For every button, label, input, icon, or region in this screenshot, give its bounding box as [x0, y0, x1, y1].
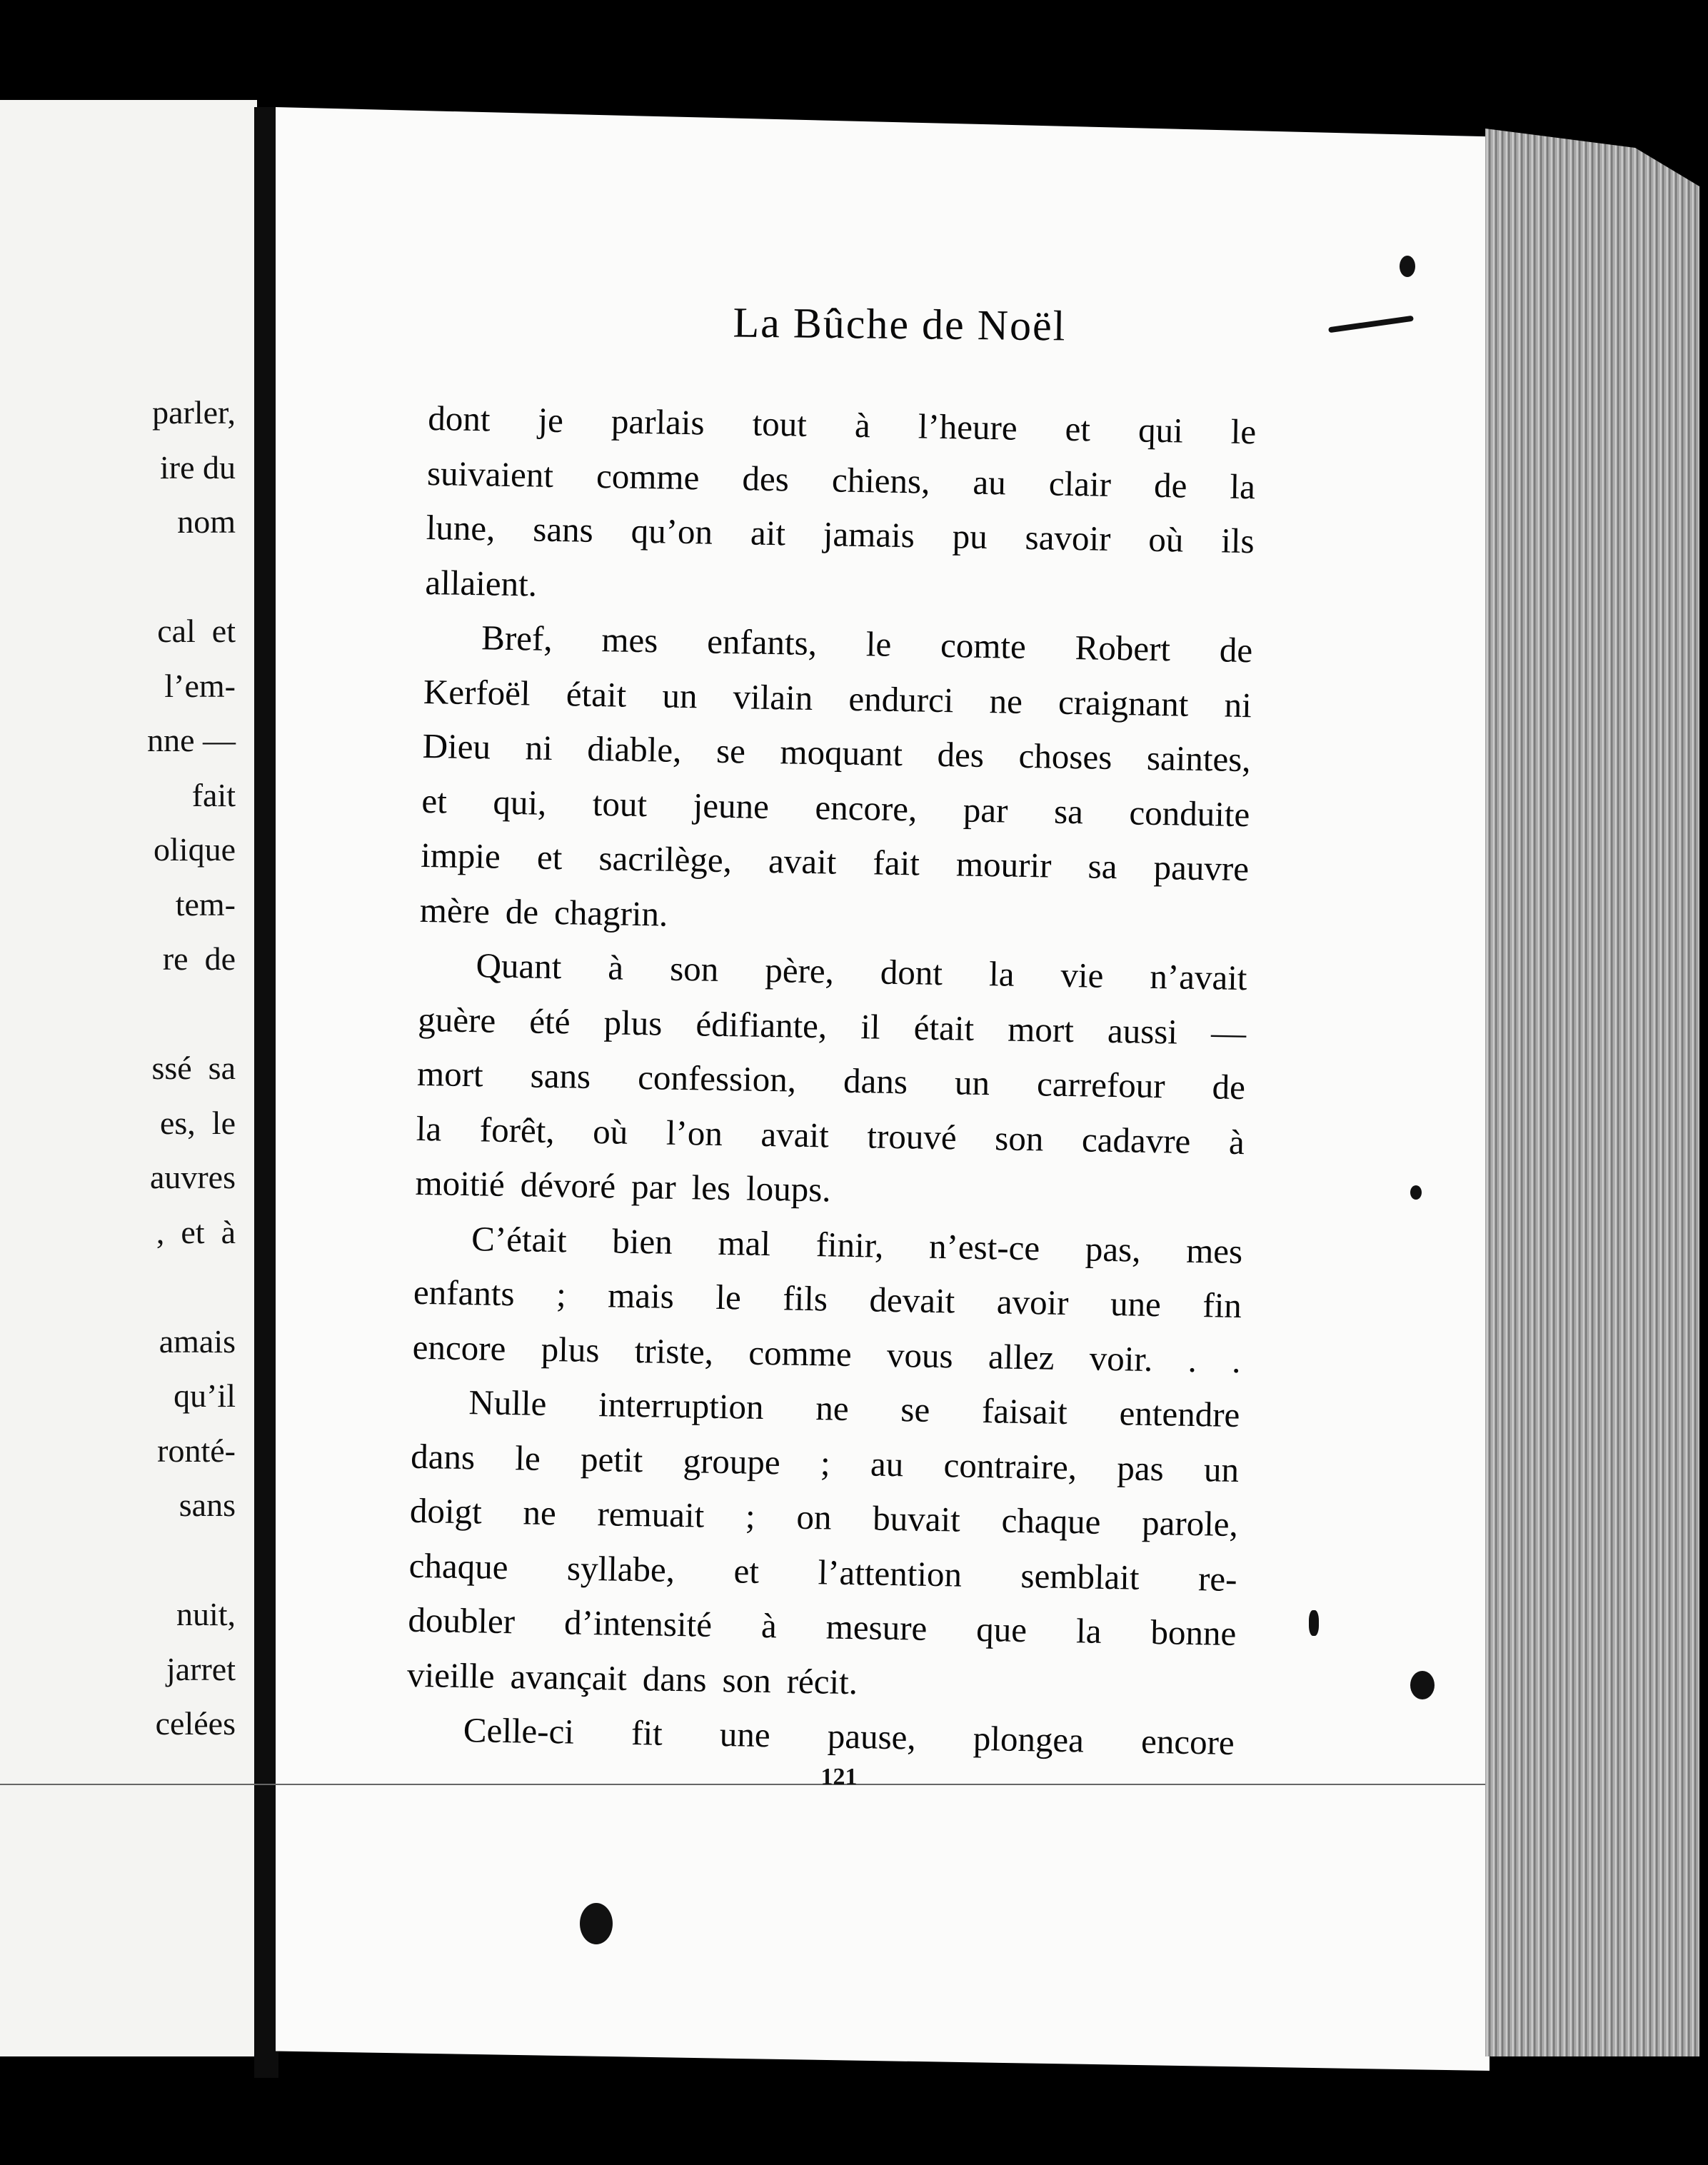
word: mort [416, 1053, 484, 1095]
word: impie [420, 835, 501, 876]
ink-blot [1410, 1185, 1422, 1200]
word: allez [988, 1336, 1055, 1377]
left-page-line: ire du [159, 448, 236, 486]
book-gutter [254, 107, 278, 2078]
left-page-line: nuit, [176, 1596, 236, 1632]
word: dans [642, 1658, 708, 1699]
word: la [1075, 1611, 1102, 1651]
word: de [505, 891, 539, 932]
running-title: La Bûche de Noël [733, 298, 1067, 350]
left-page-line [0, 987, 236, 1042]
word: trouvé [867, 1115, 958, 1157]
left-page-line [0, 1260, 236, 1315]
left-page-text [0, 386, 236, 1752]
word: petit [580, 1439, 643, 1480]
word: mesure [825, 1607, 928, 1648]
word: et [421, 780, 448, 821]
word: fait [873, 843, 920, 883]
word: avait [768, 840, 837, 882]
word: buvait [872, 1498, 961, 1539]
left-page-line: tem- [175, 885, 236, 923]
left-page-line: re de [162, 940, 236, 977]
word: l’heure [918, 406, 1018, 448]
word: dévoré [520, 1165, 616, 1206]
word: bien [611, 1220, 673, 1262]
left-page-line: sans [179, 1487, 236, 1523]
word: à [1228, 1122, 1245, 1162]
word: sacrilège, [598, 838, 733, 880]
word: comme [596, 456, 700, 497]
word: doubler [408, 1599, 516, 1642]
left-page-line: ssé sa [151, 1050, 236, 1086]
left-page-line: auvres [149, 1159, 236, 1195]
word: C’était [471, 1218, 568, 1260]
word: conduite [1129, 792, 1250, 834]
word: parole, [1141, 1502, 1239, 1544]
word: voir. [1089, 1338, 1153, 1379]
word: pauvre [1153, 847, 1250, 889]
word: Kerfoël [423, 671, 531, 713]
word: mais [607, 1275, 675, 1316]
word: était [566, 673, 627, 715]
left-page-line: nne — [147, 722, 236, 758]
word: ; [556, 1275, 567, 1315]
word: et [536, 837, 563, 878]
word: bonne [1150, 1612, 1237, 1653]
word: guère [417, 999, 496, 1040]
word: sa [1053, 791, 1084, 831]
word: été [528, 1000, 571, 1041]
word: que [975, 1609, 1028, 1650]
left-page-line: es, le [159, 1104, 236, 1141]
word: qui [1137, 410, 1184, 451]
word: la [416, 1108, 442, 1148]
word: carrefour [1036, 1064, 1166, 1106]
word: confession, [637, 1057, 797, 1100]
word: son [994, 1117, 1044, 1158]
word: contraire, [943, 1445, 1077, 1487]
word: avait [760, 1114, 830, 1155]
word: loups. [745, 1168, 831, 1210]
word: dans [843, 1060, 908, 1102]
word: le [1230, 411, 1257, 452]
word: enfants, [706, 621, 818, 663]
word: sans [530, 1055, 591, 1096]
word: fils [782, 1278, 828, 1319]
left-page-fragment [0, 100, 257, 2056]
word: de [1212, 1067, 1246, 1107]
left-page-line: ronté- [157, 1432, 236, 1469]
word: — [1210, 1012, 1247, 1053]
word: vilain [733, 676, 813, 718]
word: des [937, 734, 985, 775]
word: Nulle [468, 1382, 547, 1423]
word: tout [592, 783, 648, 824]
word: par [963, 790, 1008, 830]
word: son [669, 948, 719, 989]
word: un [662, 675, 698, 715]
body-text [406, 391, 1257, 1770]
word: ne [989, 680, 1023, 721]
word: par [631, 1166, 677, 1207]
word: d’intensité [563, 1602, 713, 1644]
word: Celle-ci [463, 1710, 575, 1752]
word: père, [764, 950, 835, 991]
word: chaque [1001, 1500, 1101, 1542]
word: doigt [409, 1490, 483, 1532]
word: à [607, 948, 624, 988]
word: remuait [597, 1494, 705, 1535]
footer-rule [0, 1784, 1485, 1785]
word: ni [1224, 685, 1252, 725]
word: tout [752, 403, 808, 444]
word: forêt, [479, 1109, 556, 1150]
word: mes [1185, 1230, 1243, 1271]
word: clair [1048, 463, 1112, 504]
word: interruption [598, 1385, 764, 1427]
word: Quant [476, 945, 562, 987]
word: encore [1140, 1721, 1235, 1762]
word: pas, [1085, 1228, 1141, 1270]
ink-blot [1309, 1610, 1319, 1636]
ink-blot [1410, 1671, 1435, 1699]
word: Dieu [422, 725, 491, 767]
word: où [1147, 519, 1184, 560]
left-page-line: , et à [156, 1213, 236, 1250]
word: chiens, [831, 459, 930, 501]
word: avançait [510, 1656, 628, 1698]
word: suivaient [426, 453, 554, 495]
word: jamais [823, 514, 915, 556]
word: récit. [786, 1661, 858, 1702]
word: un [1203, 1449, 1240, 1490]
left-page-line: nom [177, 503, 236, 540]
word: diable, [586, 728, 682, 770]
word: le [715, 1277, 742, 1317]
word: dont [427, 398, 491, 439]
word: édifiante, [695, 1003, 828, 1045]
word: craignant [1058, 682, 1189, 724]
word: la [988, 954, 1015, 994]
word: et [1065, 408, 1091, 449]
word: le [515, 1437, 541, 1478]
word: pause, [827, 1716, 917, 1757]
word: qui, [493, 782, 547, 823]
word: se [900, 1390, 930, 1430]
word: finir, [815, 1224, 884, 1265]
word: se [715, 730, 746, 771]
page-number: 121 [820, 1764, 858, 1790]
word: triste, [634, 1330, 714, 1372]
word: de [1219, 630, 1253, 670]
word: endurci [848, 678, 954, 720]
word: une [1110, 1284, 1162, 1325]
word: ils [1220, 521, 1255, 561]
word: moitié [415, 1162, 506, 1204]
word: où [592, 1111, 628, 1152]
word: l’attention [818, 1552, 963, 1594]
word: au [973, 462, 1007, 502]
word: syllabe, [566, 1547, 675, 1589]
word: dont [880, 952, 943, 993]
word: encore, [815, 787, 918, 828]
word: sa [1087, 846, 1117, 887]
word: un [954, 1063, 990, 1103]
left-page-line: celées [155, 1705, 236, 1742]
word: à [854, 405, 871, 446]
word: ; [820, 1442, 831, 1483]
left-page-line [0, 1533, 236, 1588]
word: sans [532, 509, 594, 550]
word: mourir [955, 844, 1052, 885]
word: allaient. [425, 562, 538, 604]
word: encore [412, 1327, 506, 1368]
word: semblait [1020, 1555, 1140, 1597]
word: des [742, 458, 790, 498]
word: . [1187, 1340, 1197, 1380]
left-page-line: fait [191, 776, 236, 813]
left-page-line: qu’il [174, 1377, 236, 1414]
word: pas [1116, 1447, 1165, 1488]
word: lune, [426, 507, 496, 548]
word: plus [603, 1002, 663, 1043]
word: vieille [406, 1654, 496, 1696]
word: Bref, [481, 618, 553, 658]
word: ni [525, 728, 553, 768]
word: n’avait [1149, 956, 1247, 998]
left-page-line: amais [159, 1322, 236, 1360]
word: . [1231, 1340, 1242, 1380]
word: était [913, 1007, 975, 1048]
ink-blot [580, 1903, 613, 1944]
word: une [719, 1714, 771, 1755]
word: ne [815, 1388, 850, 1428]
word: faisait [981, 1391, 1068, 1432]
word: chagrin. [553, 892, 668, 934]
word: mort [1007, 1009, 1075, 1050]
word: qu’on [631, 511, 713, 552]
word: et [733, 1550, 760, 1591]
word: devait [869, 1280, 955, 1321]
word: plus [541, 1329, 600, 1370]
word: je [538, 400, 564, 441]
ink-blot [1400, 256, 1415, 277]
word: ne [523, 1492, 557, 1533]
left-page-line: l’em- [164, 667, 236, 704]
word: à [760, 1605, 778, 1646]
left-page-line: parler, [152, 394, 236, 431]
word: vie [1060, 955, 1104, 995]
word: comte [940, 625, 1027, 666]
word: dans [410, 1436, 476, 1477]
word: choses [1018, 735, 1112, 777]
page-edge-stack [1485, 129, 1699, 2056]
word: au [870, 1443, 904, 1484]
word: cadavre [1081, 1119, 1191, 1161]
word: re- [1197, 1558, 1237, 1599]
word: de [1153, 465, 1187, 506]
word: avoir [996, 1282, 1069, 1323]
word: moquant [780, 732, 903, 774]
left-page-line: olique [154, 831, 236, 868]
word: les [691, 1167, 731, 1208]
left-page-line [0, 550, 236, 605]
word: enfants [413, 1272, 516, 1314]
word: groupe [683, 1440, 781, 1482]
word: mal [718, 1222, 771, 1263]
left-page-line: jarret [166, 1650, 236, 1687]
word: on [796, 1497, 832, 1537]
word: le [865, 624, 892, 664]
word: il [860, 1006, 881, 1047]
word: chaque [408, 1545, 508, 1587]
word: entendre [1119, 1393, 1240, 1435]
word: parlais [611, 401, 705, 443]
word: aussi [1107, 1010, 1178, 1052]
word: n’est-ce [928, 1226, 1040, 1267]
word: ; [745, 1496, 756, 1536]
word: fit [631, 1712, 663, 1753]
word: la [1230, 466, 1256, 506]
word: jeune [693, 785, 770, 826]
word: fin [1202, 1285, 1242, 1326]
word: pu [952, 516, 988, 557]
word: savoir [1025, 517, 1111, 558]
word: comme [748, 1332, 853, 1374]
word: son [722, 1659, 772, 1700]
word: vous [886, 1335, 954, 1375]
word: plongea [973, 1718, 1085, 1760]
left-page-line: cal et [157, 613, 236, 649]
word: Robert [1075, 628, 1171, 669]
word: saintes, [1146, 738, 1252, 780]
word: mère [419, 890, 491, 931]
word: mes [601, 620, 658, 660]
word: l’on [665, 1112, 723, 1153]
word: ait [750, 513, 786, 553]
